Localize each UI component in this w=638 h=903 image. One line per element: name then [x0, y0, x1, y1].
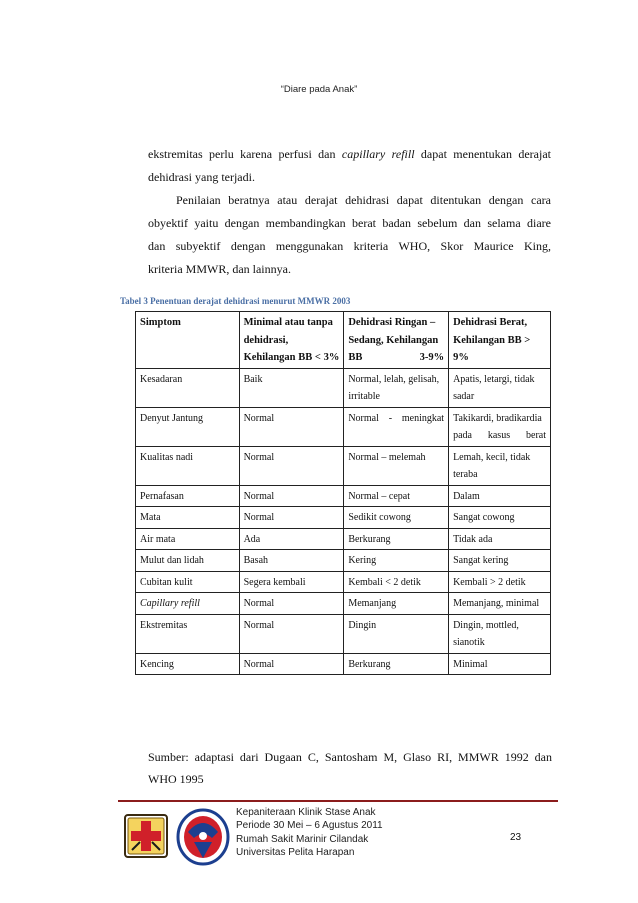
footer-line-4: Universitas Pelita Harapan [236, 846, 355, 858]
table-cell: Ekstremitas [136, 614, 240, 653]
table-cell: Kering [344, 550, 449, 572]
table-cell: Normal - meningkat [344, 407, 449, 446]
dehydration-table [135, 311, 551, 675]
university-crest-icon [176, 808, 230, 866]
table-cell: Normal [239, 653, 344, 675]
table-cell: Memanjang, minimal [449, 593, 551, 615]
table-row [136, 507, 551, 529]
header-cell-minimal: Minimal atau tanpa dehidrasi, Kehilangan BB < 3% [239, 312, 344, 369]
header-cell-severe: Dehidrasi Berat, Kehilangan BB > 9% [449, 312, 551, 369]
table-cell: Pernafasan [136, 485, 240, 507]
source-line-1: Sumber: adaptasi dari Dugaan C, Santosham M, Glaso RI, MMWR 1992 dan [148, 750, 552, 764]
table-row [136, 550, 551, 572]
footer-line-3: Rumah Sakit Marinir Cilandak [236, 833, 369, 845]
table-cell: Normal [239, 507, 344, 529]
table-cell: Lemah, kecil, tidak teraba [449, 446, 551, 485]
running-header: “Diare pada Anak” [280, 84, 358, 95]
paragraph-1-line-1: ekstremitas perlu karena perfusi dan capillary refill dapat menentukan derajat [148, 147, 551, 161]
table-cell: Normal, lelah, gelisah, irritable [344, 368, 449, 407]
table-cell: Baik [239, 368, 344, 407]
footer-institution-block [236, 806, 383, 859]
table-cell: Kualitas nadi [136, 446, 240, 485]
footer-divider [118, 800, 558, 802]
table-row [136, 407, 551, 446]
table-row [136, 653, 551, 675]
table-cell: Sedikit cowong [344, 507, 449, 529]
table-cell: Kembali < 2 detik [344, 571, 449, 593]
paragraph-1-line-2: dehidrasi yang terjadi. [148, 170, 255, 184]
table-cell: Segera kembali [239, 571, 344, 593]
table-cell: Mulut dan lidah [136, 550, 240, 572]
table-cell: Normal – cepat [344, 485, 449, 507]
table-cell: Berkurang [344, 653, 449, 675]
header-cell-symptom: Simptom [136, 312, 240, 369]
table-cell: Normal [239, 593, 344, 615]
table-cell: Kembali > 2 detik [449, 571, 551, 593]
table-cell: Minimal [449, 653, 551, 675]
table-cell: Normal – melemah [344, 446, 449, 485]
table-source-note [148, 746, 552, 790]
table-row [136, 528, 551, 550]
table-cell: Mata [136, 507, 240, 529]
table-row [136, 446, 551, 485]
table-row [136, 614, 551, 653]
table-cell: Denyut Jantung [136, 407, 240, 446]
table-cell: Takikardi, bradikardia pada kasus berat [449, 407, 551, 446]
page-number: 23 [510, 832, 522, 843]
table-cell: Dingin, mottled, sianotik [449, 614, 551, 653]
table-cell: Capillary refill [136, 593, 240, 615]
table-cell: Normal [239, 446, 344, 485]
table-cell: Cubitan kulit [136, 571, 240, 593]
table-caption: Tabel 3 Penentuan derajat dehidrasi menurut MMWR 2003 [120, 296, 351, 306]
paragraph-2 [148, 189, 551, 281]
table-cell: Sangat kering [449, 550, 551, 572]
source-line-2: WHO 1995 [148, 772, 204, 786]
table-cell: Dalam [449, 485, 551, 507]
table-row [136, 593, 551, 615]
header-cell-mild-moderate: Dehidrasi Ringan – Sedang, Kehilangan BB 3-9% [344, 312, 449, 369]
table-header-row [136, 312, 551, 369]
table-cell: Tidak ada [449, 528, 551, 550]
table-cell: Kencing [136, 653, 240, 675]
table-row [136, 571, 551, 593]
paragraph-2-line-2: obyektif yaitu dengan membandingkan berat badan sebelum dan selama diare [148, 216, 551, 230]
table-cell: Basah [239, 550, 344, 572]
table-cell: Sangat cowong [449, 507, 551, 529]
table-cell: Dingin [344, 614, 449, 653]
table-cell: Apatis, letargi, tidak sadar [449, 368, 551, 407]
paragraph-1 [148, 143, 551, 189]
footer-line-2: Periode 30 Mei – 6 Agustus 2011 [236, 820, 383, 832]
paragraph-2-line-4: kriteria MMWR, dan lainnya. [148, 262, 291, 276]
red-cross-emblem-icon [122, 812, 170, 860]
paragraph-2-line-3: dan subyektif dengan menggunakan kriteria WHO, Skor Maurice King, [148, 239, 551, 253]
table-cell: Ada [239, 528, 344, 550]
table-row [136, 368, 551, 407]
paragraph-2-line-1: Penilaian beratnya atau derajat dehidrasi dapat ditentukan dengan cara [176, 193, 551, 207]
table-row [136, 485, 551, 507]
table-cell: Normal [239, 485, 344, 507]
footer-line-1: Kepaniteraan Klinik Stase Anak [236, 807, 376, 818]
table-cell: Normal [239, 407, 344, 446]
table-cell: Kesadaran [136, 368, 240, 407]
table-cell: Berkurang [344, 528, 449, 550]
table-cell: Normal [239, 614, 344, 653]
table-cell: Memanjang [344, 593, 449, 615]
table-cell: Air mata [136, 528, 240, 550]
